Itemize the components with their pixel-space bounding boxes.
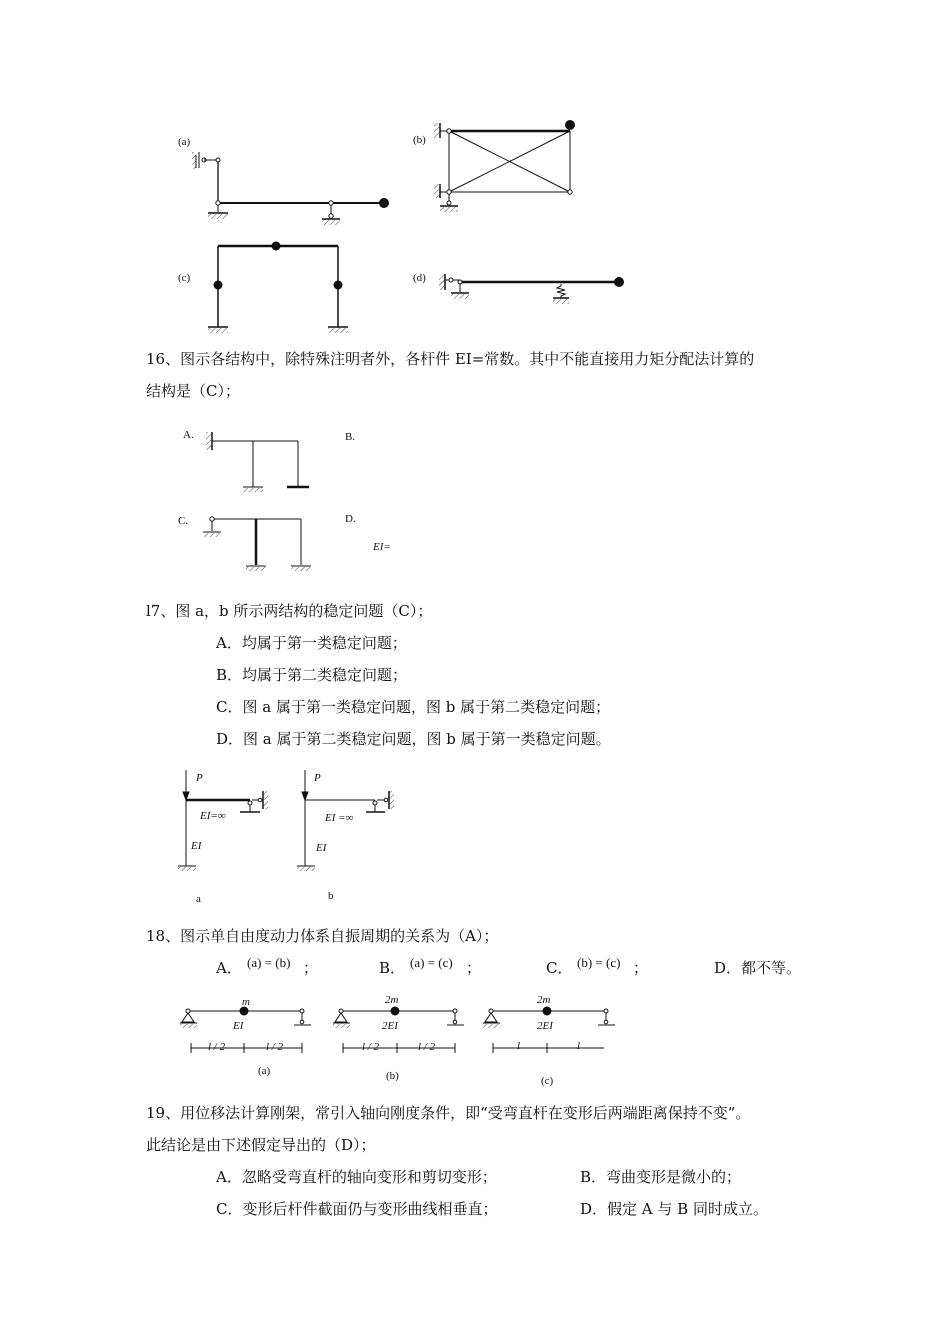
q17-option-b: B．均属于第二类稳定问题； <box>216 666 408 684</box>
q18-option-b-prefix: B． <box>379 959 406 977</box>
fig15b-label: (b) <box>413 134 426 146</box>
q17-stem: l7、图 a，b 所示两结构的稳定问题（C）； <box>146 602 433 620</box>
q18-option-a-formula: (a) = (b) <box>247 955 291 970</box>
fig18a-structure <box>180 1007 311 1053</box>
q18-option-b-formula: (a) = (c) <box>410 955 453 970</box>
q19-option-d: D．假定 A 与 B 同时成立。 <box>580 1200 768 1218</box>
q17a-caption: a <box>196 893 201 905</box>
q18a-caption: (a) <box>258 1065 271 1077</box>
q18b-dim1: l / 2 <box>362 1041 380 1053</box>
q18a-mass: m <box>242 996 250 1008</box>
q19-stem-line1: 19、用位移法计算刚架，常引入轴向刚度条件，即“受弯直杆在变形后两端距离保持不变”。 <box>146 1104 751 1122</box>
q17b-load-label: P <box>314 772 321 784</box>
q17b-column-ei: EI <box>316 842 327 854</box>
q18c-caption: (c) <box>541 1075 554 1087</box>
q18a-dim2: l / 2 <box>266 1041 284 1053</box>
q17a-column-ei: EI <box>191 840 202 852</box>
q18b-caption: (b) <box>386 1070 399 1082</box>
q18-option-c-formula: (b) = (c) <box>577 955 621 970</box>
q18b-dim2: l / 2 <box>418 1041 436 1053</box>
q18-option-a-prefix: A． <box>216 959 242 977</box>
fig15a-label: (a) <box>178 136 191 148</box>
q16-option-a-label: A. <box>183 429 194 441</box>
q19-option-c: C．变形后杆件截面仍与变形曲线相垂直； <box>216 1200 498 1218</box>
q17-option-c: C．图 a 属于第一类稳定问题，图 b 属于第二类稳定问题； <box>216 698 611 716</box>
q16-option-d-label: D. <box>345 513 356 525</box>
q18-option-a-suffix: ； <box>303 959 319 977</box>
q19-stem-line2: 此结论是由下述假定导出的（D）； <box>146 1136 376 1154</box>
q17a-load-label: P <box>196 772 203 784</box>
q19-option-b: B．弯曲变形是微小的； <box>580 1168 742 1186</box>
q18c-ei: 2EI <box>537 1020 553 1032</box>
q17-option-a: A．均属于第一类稳定问题； <box>216 634 407 652</box>
fig15c-label: (c) <box>178 272 191 284</box>
q18c-dim2: l <box>577 1040 581 1052</box>
fig15d-label: (d) <box>413 272 426 284</box>
q18-option-b-suffix: ； <box>466 959 482 977</box>
q17-option-d: D．图 a 属于第二类稳定问题，图 b 属于第一类稳定问题。 <box>216 730 611 748</box>
q16-stem-line2: 结构是（C）； <box>146 382 240 400</box>
q18a-dim1: l / 2 <box>208 1041 226 1053</box>
q18b-mass: 2m <box>385 994 399 1006</box>
q16-ei-text: EI= <box>373 541 391 553</box>
q18-option-d: D．都不等。 <box>714 959 802 977</box>
q17a-beam-ei: EI=∞ <box>200 810 226 822</box>
q17b-beam-ei: EI =∞ <box>325 812 354 824</box>
q16-option-c-label: C. <box>178 515 189 527</box>
fig18b-structure <box>333 1007 464 1053</box>
q18-option-c-prefix: C． <box>546 959 573 977</box>
q17b-caption: b <box>328 890 334 902</box>
q18a-ei: EI <box>233 1020 244 1032</box>
q16-stem-line1: 16、图示各结构中，除特殊注明者外，各杆件 EI=常数。其中不能直接用力矩分配法计算的 <box>146 350 755 368</box>
q18-stem: 18、图示单自由度动力体系自振周期的关系为（A）； <box>146 927 499 945</box>
q18b-ei: 2EI <box>382 1020 398 1032</box>
q19-option-a: A．忽略受弯直杆的轴向变形和剪切变形； <box>216 1168 497 1186</box>
q18c-dim1: l <box>517 1040 521 1052</box>
q18-option-c-suffix: ； <box>633 959 649 977</box>
q16-option-b-label: B. <box>345 431 356 443</box>
q18c-mass: 2m <box>537 994 551 1006</box>
